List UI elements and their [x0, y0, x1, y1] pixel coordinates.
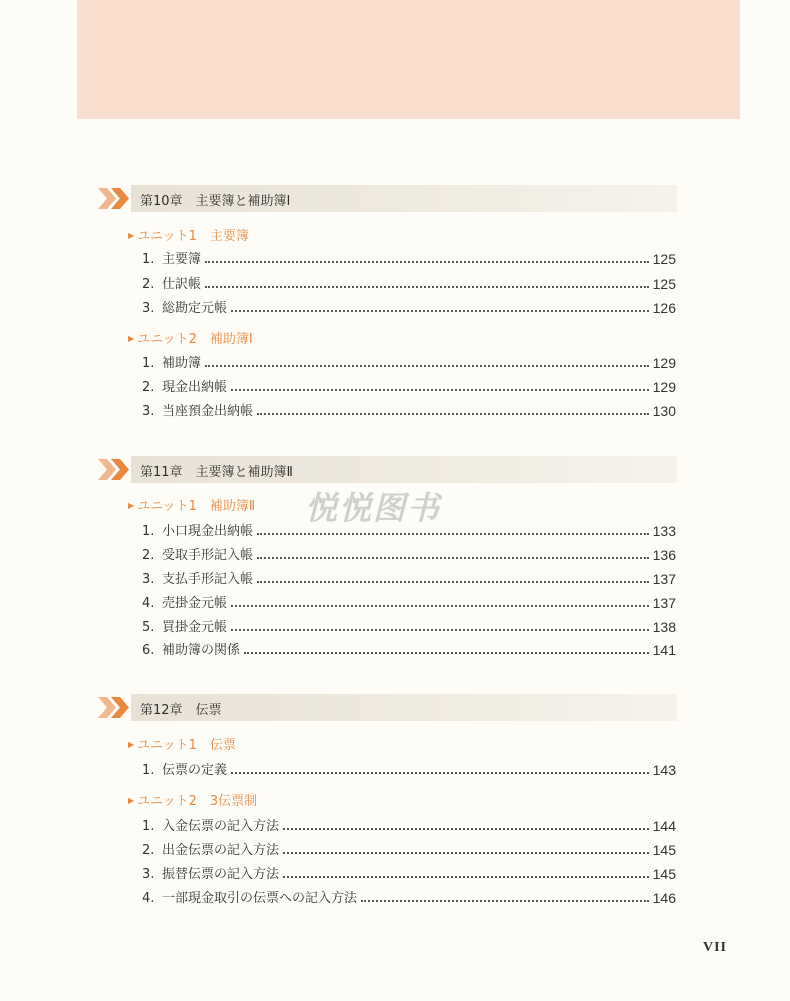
chapter-heading [98, 185, 677, 212]
triangle-icon: ▶ [128, 501, 135, 510]
toc-entry[interactable] [142, 758, 676, 778]
entry-page: 126 [652, 300, 676, 316]
entry-title: 支払手形記入帳 [162, 572, 254, 587]
leader-dots [231, 629, 649, 631]
unit-heading [128, 227, 249, 245]
entry-number: 3. [142, 867, 155, 882]
entry-number: 1. [142, 252, 155, 267]
entry-page: 129 [652, 355, 676, 371]
leader-dots [283, 828, 649, 830]
leader-dots [244, 652, 649, 654]
entry-title: 入金伝票の記入方法 [162, 819, 280, 834]
entry-page: 137 [652, 571, 676, 587]
entry-number: 2. [142, 843, 155, 858]
toc-entry[interactable] [142, 399, 676, 419]
unit-title: ユニット2 3伝票制 [137, 794, 258, 809]
entry-title: 振替伝票の記入方法 [162, 867, 280, 882]
entry-title: 受取手形記入帳 [162, 548, 254, 563]
toc-entry[interactable] [142, 814, 676, 834]
entry-page: 137 [652, 595, 676, 611]
leader-dots [361, 900, 649, 902]
toc-entry[interactable] [142, 886, 676, 906]
entry-page: 143 [652, 762, 676, 778]
entry-page: 146 [652, 890, 676, 906]
triangle-icon: ▶ [128, 740, 135, 749]
toc-entry[interactable] [142, 543, 676, 563]
chapter-bar [131, 694, 677, 721]
double-chevron-icon [98, 697, 132, 718]
double-chevron-icon [98, 459, 132, 480]
leader-dots [205, 286, 649, 288]
leader-dots [231, 772, 649, 774]
leader-dots [257, 533, 649, 535]
entry-page: 138 [652, 619, 676, 635]
entry-number: 1. [142, 819, 155, 834]
chapter-title: 第10章 主要簿と補助簿Ⅰ [140, 194, 291, 209]
leader-dots [283, 876, 649, 878]
entry-title: 主要簿 [162, 252, 202, 267]
entry-page: 125 [652, 276, 676, 292]
leader-dots [257, 413, 649, 415]
leader-dots [257, 581, 649, 583]
entry-page: 130 [652, 403, 676, 419]
chapter-bar [131, 456, 677, 483]
page-number: VII [703, 940, 728, 955]
toc-entry[interactable] [142, 272, 676, 292]
entry-title: 補助簿の関係 [162, 643, 241, 658]
entry-title: 総勘定元帳 [162, 301, 228, 316]
entry-title: 当座預金出納帳 [162, 404, 254, 419]
chapter-bar [131, 185, 677, 212]
toc-entry[interactable] [142, 838, 676, 858]
entry-number: 1. [142, 524, 155, 539]
entry-number: 2. [142, 380, 155, 395]
toc-entry[interactable] [142, 375, 676, 395]
toc-entry[interactable] [142, 591, 676, 611]
unit-title: ユニット1 補助簿Ⅱ [137, 499, 256, 514]
leader-dots [231, 310, 649, 312]
unit-heading [128, 736, 236, 754]
entry-title: 売掛金元帳 [162, 596, 228, 611]
toc-entry[interactable] [142, 247, 676, 267]
entry-title: 買掛金元帳 [162, 620, 228, 635]
entry-number: 6. [142, 643, 155, 658]
entry-number: 3. [142, 404, 155, 419]
entry-title: 現金出納帳 [162, 380, 228, 395]
entry-page: 144 [652, 818, 676, 834]
leader-dots [205, 365, 649, 367]
entry-title: 小口現金出納帳 [162, 524, 254, 539]
entry-title: 補助簿 [162, 356, 202, 371]
toc-entry[interactable] [142, 862, 676, 882]
entry-title: 仕訳帳 [162, 277, 202, 292]
leader-dots [283, 852, 649, 854]
entry-page: 133 [652, 523, 676, 539]
unit-heading [128, 330, 253, 348]
toc-entry[interactable] [142, 296, 676, 316]
triangle-icon: ▶ [128, 231, 135, 240]
entry-page: 145 [652, 866, 676, 882]
toc-entry[interactable] [142, 567, 676, 587]
entry-number: 5. [142, 620, 155, 635]
entry-title: 一部現金取引の伝票への記入方法 [162, 891, 358, 906]
entry-page: 125 [652, 251, 676, 267]
entry-number: 4. [142, 596, 155, 611]
entry-number: 3. [142, 301, 155, 316]
chapter-heading [98, 694, 677, 721]
entry-number: 2. [142, 548, 155, 563]
entry-number: 4. [142, 891, 155, 906]
leader-dots [257, 557, 649, 559]
entry-title: 出金伝票の記入方法 [162, 843, 280, 858]
unit-title: ユニット1 主要簿 [137, 229, 249, 244]
watermark: 悦悦图书 [305, 489, 442, 527]
toc-entry[interactable] [142, 351, 676, 371]
unit-heading [128, 792, 257, 810]
header-band [77, 0, 740, 119]
unit-heading [128, 497, 255, 515]
chapter-title: 第12章 伝票 [140, 703, 222, 718]
toc-entry[interactable] [142, 638, 676, 658]
leader-dots [231, 605, 649, 607]
triangle-icon: ▶ [128, 796, 135, 805]
chapter-heading [98, 456, 677, 483]
toc-entry[interactable] [142, 615, 676, 635]
entry-number: 1. [142, 356, 155, 371]
triangle-icon: ▶ [128, 334, 135, 343]
entry-page: 136 [652, 547, 676, 563]
entry-number: 1. [142, 763, 155, 778]
unit-title: ユニット1 伝票 [137, 738, 236, 753]
leader-dots [231, 389, 649, 391]
entry-number: 2. [142, 277, 155, 292]
entry-title: 伝票の定義 [162, 763, 228, 778]
entry-page: 129 [652, 379, 676, 395]
entry-page: 141 [652, 642, 676, 658]
entry-number: 3. [142, 572, 155, 587]
entry-page: 145 [652, 842, 676, 858]
leader-dots [205, 261, 649, 263]
double-chevron-icon [98, 188, 132, 209]
unit-title: ユニット2 補助簿Ⅰ [137, 332, 253, 347]
chapter-title: 第11章 主要簿と補助簿Ⅱ [140, 465, 293, 480]
